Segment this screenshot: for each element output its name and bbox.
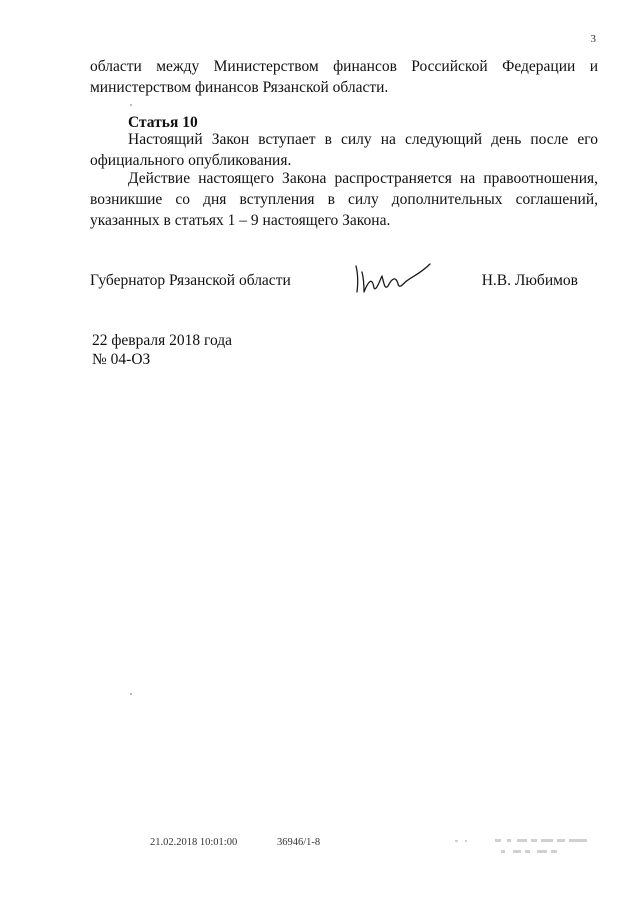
footer-document-id: 36946/1-8 (277, 837, 321, 848)
signatory-title: Губернатор Рязанской области (90, 272, 291, 289)
article-paragraph-2-line-2: возникшие со дня вступления в силу дополнительных соглашений, (90, 191, 598, 208)
article-title: Статья 10 (128, 114, 198, 131)
scan-speck (130, 104, 132, 106)
faint-barcode-stamp (455, 836, 595, 860)
page-number: 3 (590, 33, 596, 45)
article-paragraph-1-line-2: официального опубликования. (90, 152, 292, 169)
article-paragraph-2-line-1: Действие настоящего Закона распространяется на правоотношения, (128, 170, 598, 187)
signing-date: 22 февраля 2018 года (92, 332, 233, 349)
intro-line-2: министерством финансов Рязанской области. (90, 79, 389, 96)
handwritten-signature (352, 262, 432, 298)
signature-block (90, 272, 598, 300)
signatory-name: Н.В. Любимов (481, 272, 578, 289)
scan-speck (130, 693, 132, 695)
footer-timestamp: 21.02.2018 10:01:00 (150, 837, 238, 848)
article-paragraph-2-line-3: указанных в статьях 1 – 9 настоящего Закона. (90, 212, 391, 229)
article-paragraph-1-line-1: Настоящий Закон вступает в силу на следующий день после его (128, 131, 598, 148)
date-number-block (92, 331, 232, 369)
intro-line-1: области между Министерством финансов Российской Федерации и (90, 58, 598, 75)
law-number: № 04-ОЗ (92, 351, 151, 368)
